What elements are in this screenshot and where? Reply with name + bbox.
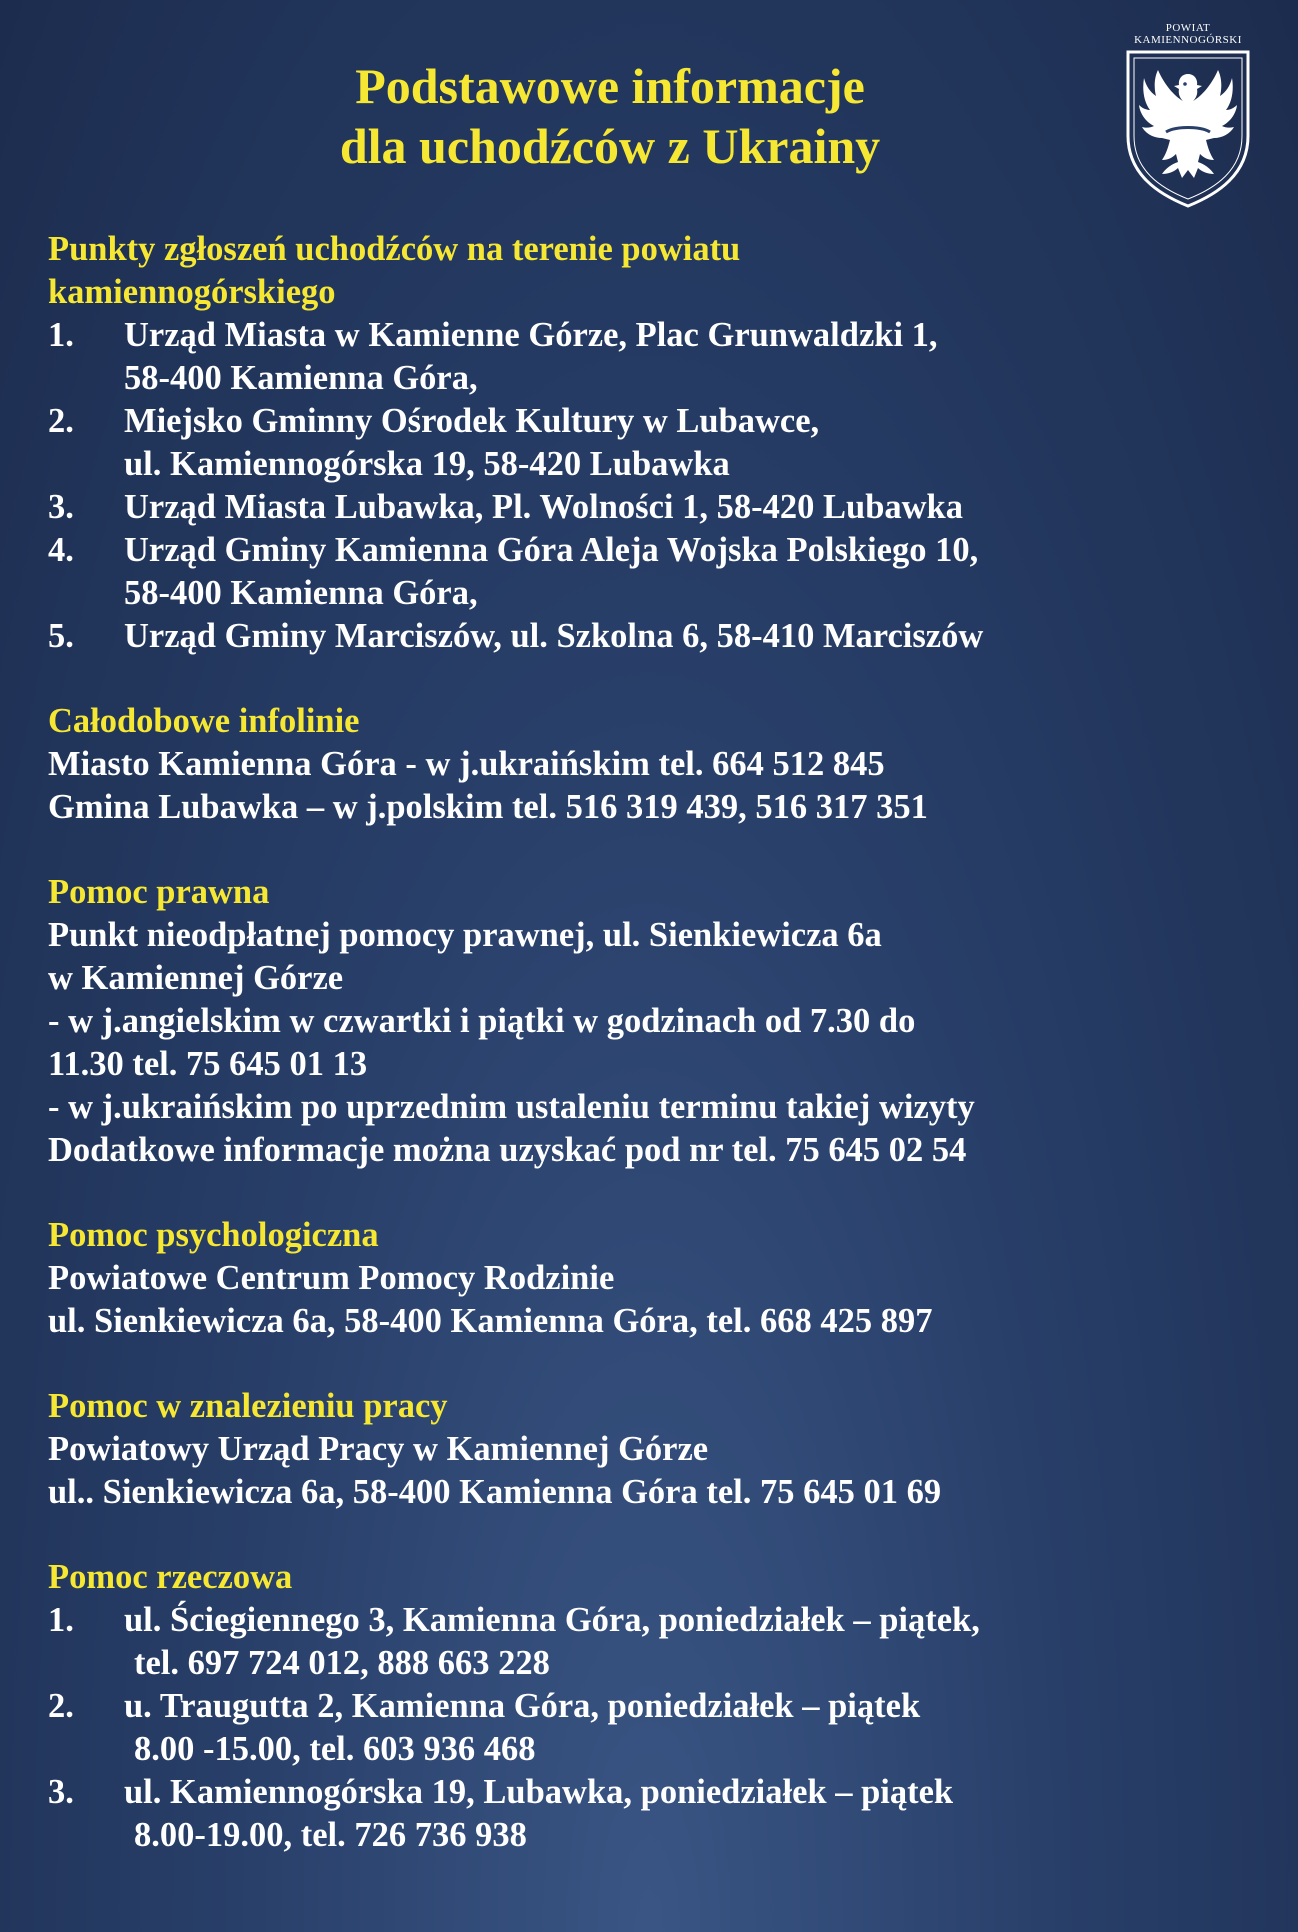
list-item (48, 1685, 1268, 1771)
list-item (48, 529, 1268, 615)
section-registration-points (48, 228, 1268, 658)
legal-text: Dodatkowe informacje można uzyskać pod nr tel. 75 645 02 54 (48, 1131, 967, 1169)
list-item-text: Urząd Miasta Lubawka, Pl. Wolności 1, 58-420 Lubawka (124, 488, 963, 526)
legal-text: Punkt nieodpłatnej pomocy prawnej, ul. Sienkiewicza 6a (48, 916, 882, 954)
section-psychological-help (48, 1214, 1268, 1343)
list-item-text: Urząd Gminy Marciszów, ul. Szkolna 6, 58-410 Marciszów (124, 617, 984, 655)
county-logo (1118, 22, 1258, 212)
legal-text: 11.30 tel. 75 645 01 13 (48, 1045, 368, 1083)
title-line-1: Podstawowe informacje (355, 58, 865, 114)
list-item-text: Urząd Gminy Kamienna Góra Aleja Wojska Polskiego 10, (124, 531, 979, 569)
list-item-number: 5. (48, 617, 74, 655)
list-item-number: 3. (48, 1773, 74, 1811)
list-item-text: tel. 697 724 012, 888 663 228 (134, 1644, 550, 1682)
list-item-text: Miejsko Gminny Ośrodek Kultury w Lubawce, (124, 402, 820, 440)
section-hotlines (48, 700, 1268, 829)
hotlines-heading: Całodobowe infolinie (48, 702, 360, 740)
job-heading: Pomoc w znalezieniu pracy (48, 1387, 448, 1425)
list-item (48, 400, 1268, 486)
list-item-number: 2. (48, 1687, 74, 1725)
list-item (48, 486, 1268, 529)
list-item-text: ul. Ściegiennego 3, Kamienna Góra, poniedziałek – piątek, (124, 1601, 980, 1639)
material-heading: Pomoc rzeczowa (48, 1558, 293, 1596)
list-item (48, 615, 1268, 658)
job-text: Powiatowy Urząd Pracy w Kamiennej Górze (48, 1430, 709, 1468)
legal-heading: Pomoc prawna (48, 873, 270, 911)
hotline-text: Gmina Lubawka – w j.polskim tel. 516 319 439, 516 317 351 (48, 788, 928, 826)
page-title (0, 56, 1220, 176)
logo-caption-top: POWIAT (1165, 22, 1211, 34)
registration-heading-line-1: Punkty zgłoszeń uchodźców na terenie powiatu (48, 230, 741, 268)
list-item-text: 58-400 Kamienna Góra, (124, 574, 478, 612)
logo-caption-bottom: KAMIENNOGÓRSKI (1134, 34, 1242, 46)
psychological-heading: Pomoc psychologiczna (48, 1216, 379, 1254)
list-item-text: 8.00 -15.00, tel. 603 936 468 (134, 1730, 536, 1768)
legal-text: - w j.ukraińskim po uprzednim ustaleniu terminu takiej wizyty (48, 1088, 975, 1126)
info-content (48, 228, 1268, 1899)
list-item-text: Urząd Miasta w Kamienne Górze, Plac Grunwaldzki 1, (124, 316, 938, 354)
list-item (48, 314, 1268, 400)
list-item-text: 58-400 Kamienna Góra, (124, 359, 478, 397)
psychological-text: ul. Sienkiewicza 6a, 58-400 Kamienna Góra, tel. 668 425 897 (48, 1302, 933, 1340)
title-line-2: dla uchodźców z Ukrainy (339, 118, 881, 174)
psychological-text: Powiatowe Centrum Pomocy Rodzinie (48, 1259, 615, 1297)
list-item-number: 2. (48, 402, 74, 440)
section-legal-help (48, 871, 1268, 1172)
list-item (48, 1599, 1268, 1685)
list-item (48, 1771, 1268, 1857)
list-item-number: 1. (48, 316, 74, 354)
list-item-text: 8.00-19.00, tel. 726 736 938 (134, 1816, 527, 1854)
job-text: ul.. Sienkiewicza 6a, 58-400 Kamienna Góra tel. 75 645 01 69 (48, 1473, 942, 1511)
list-item-text: u. Traugutta 2, Kamienna Góra, poniedziałek – piątek (124, 1687, 921, 1725)
list-item-number: 1. (48, 1601, 74, 1639)
list-item-text: ul. Kamiennogórska 19, Lubawka, poniedziałek – piątek (124, 1773, 954, 1811)
section-material-help (48, 1556, 1268, 1857)
list-item-number: 4. (48, 531, 74, 569)
eagle-coat-of-arms-icon (1122, 48, 1254, 208)
registration-heading-line-2: kamiennogórskiego (48, 273, 336, 311)
legal-text: - w j.angielskim w czwartki i piątki w godzinach od 7.30 do (48, 1002, 916, 1040)
legal-text: w Kamiennej Górze (48, 959, 344, 997)
list-item-number: 3. (48, 488, 74, 526)
section-job-help (48, 1385, 1268, 1514)
list-item-text: ul. Kamiennogórska 19, 58-420 Lubawka (124, 445, 730, 483)
hotline-text: Miasto Kamienna Góra - w j.ukraińskim tel. 664 512 845 (48, 745, 885, 783)
